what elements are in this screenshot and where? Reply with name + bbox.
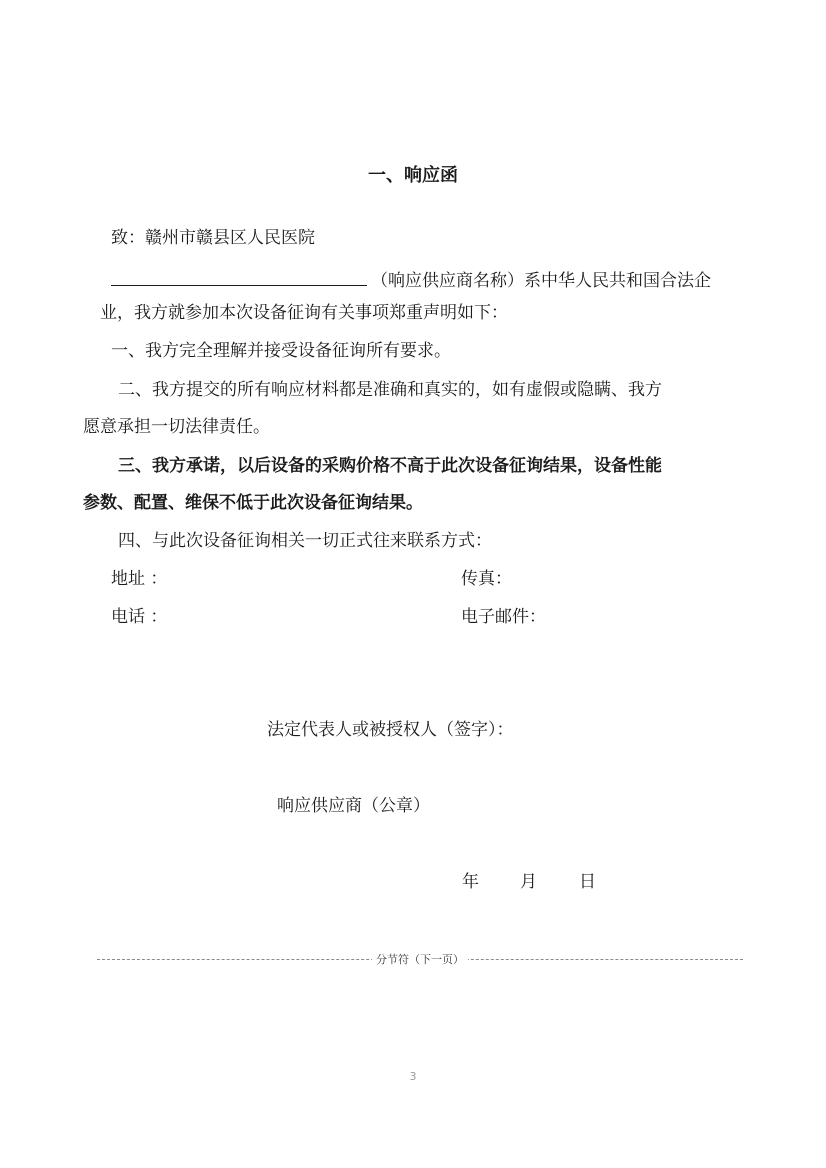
- recipient-line: 致：赣州市赣县区人民医院: [111, 228, 315, 248]
- section-break-label: 分节符（下一页）: [372, 952, 468, 968]
- intro-line-2: 业，我方就参加本次设备征询有关事项郑重声明如下：: [100, 303, 508, 323]
- statement-item-4: 四、与此次设备征询相关一切正式往来联系方式：: [118, 531, 492, 551]
- statement-item-3-line-1: 三、我方承诺，以后设备的采购价格不高于此次设备征询结果，设备性能: [118, 456, 662, 476]
- statement-item-2-line-2: 愿意承担一切法律责任。: [83, 417, 270, 437]
- date-year-label: 年: [462, 872, 479, 892]
- section-break: [97, 952, 743, 968]
- date-month-label: 月: [520, 872, 537, 892]
- signature-label: 法定代表人或被授权人（签字）：: [267, 720, 514, 740]
- seal-label: 响应供应商（公章）: [277, 796, 430, 816]
- intro-text-1: （响应供应商名称）系中华人民共和国合法企: [371, 271, 711, 291]
- statement-item-1: 一、我方完全理解并接受设备征询所有要求。: [111, 341, 451, 361]
- phone-label: 电话 ：: [111, 607, 168, 627]
- fax-label: 传真：: [461, 569, 512, 589]
- document-title: 一、响应函: [368, 165, 458, 186]
- date-day-label: 日: [579, 872, 596, 892]
- statement-item-2-line-1: 二、我方提交的所有响应材料都是准确和真实的，如有虚假或隐瞒、我方: [118, 380, 662, 400]
- supplier-name-blank[interactable]: [111, 265, 367, 286]
- address-label: 地址 ：: [111, 569, 168, 589]
- email-label: 电子邮件：: [461, 607, 546, 627]
- intro-line-1: [111, 265, 711, 292]
- page-number: 3: [409, 1070, 417, 1083]
- statement-item-3-line-2: 参数、配置、维保不低于此次设备征询结果。: [83, 493, 423, 513]
